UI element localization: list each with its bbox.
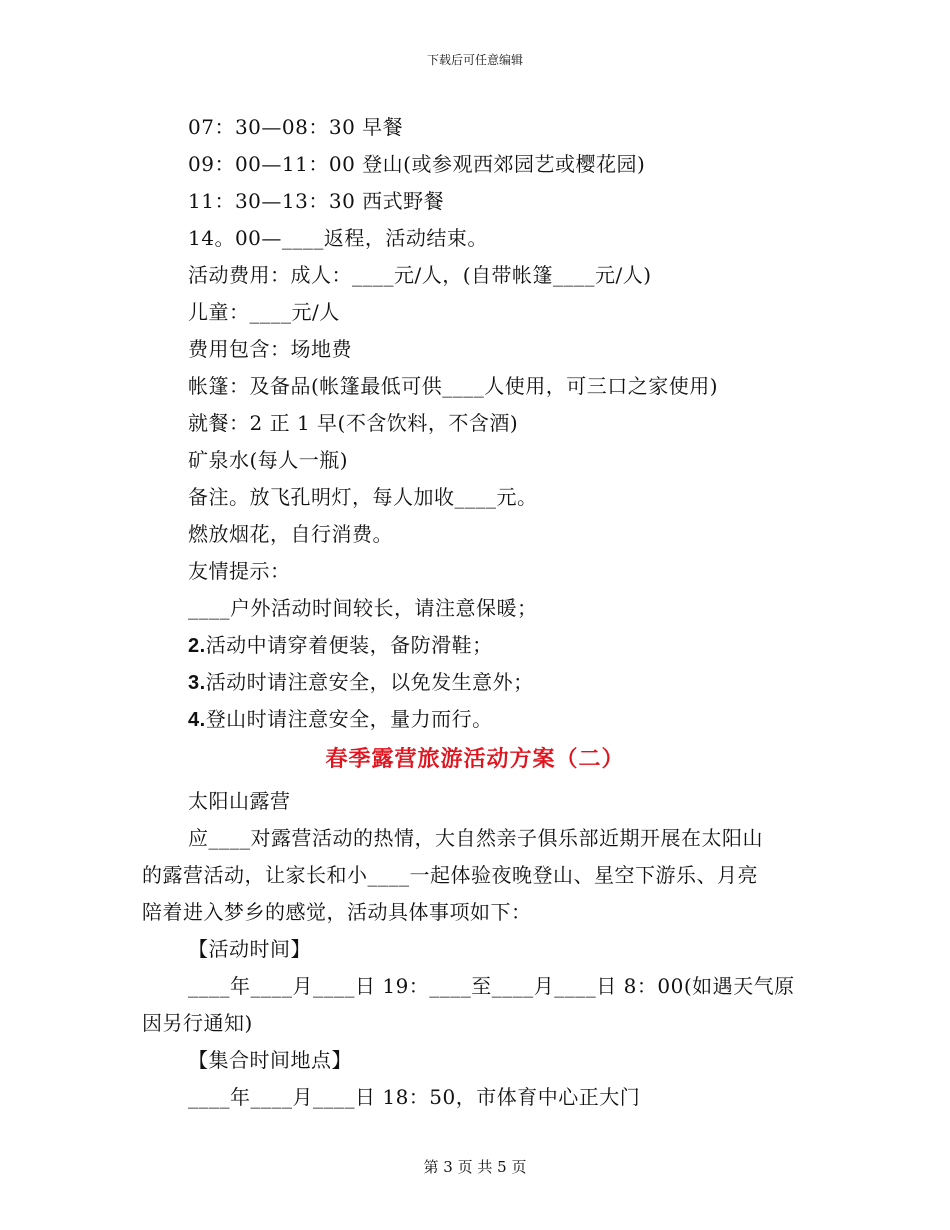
- fee-meal: 就餐：2 正 1 早(不含饮料，不含酒): [188, 411, 519, 435]
- fee-water: 矿泉水(每人一瓶): [188, 448, 349, 472]
- fee-adult: 活动费用：成人：____元/人，(自带帐篷____元/人): [188, 263, 652, 287]
- schedule-picnic: 11：30—13：30 西式野餐: [188, 189, 445, 213]
- activity-time-line-1: ____年____月____日 19：____至____月____日 8：00(如遇天气原: [188, 974, 795, 998]
- tip-item-4-number: 4.: [188, 709, 206, 731]
- activity-time-heading: 【活动时间】: [188, 937, 311, 961]
- meeting-place-line-1: ____年____月____日 18：50，市体育中心正大门: [188, 1085, 641, 1109]
- tip-item-4: [188, 706, 493, 733]
- meeting-place-heading: 【集合时间地点】: [188, 1048, 352, 1072]
- tip-item-4-text: 登山时请注意安全，量力而行。: [205, 707, 493, 731]
- tip-item-2-number: 2.: [188, 635, 206, 657]
- schedule-breakfast: 07：30—08：30 早餐: [188, 115, 404, 139]
- activity-time-line-2: 因另行通知): [142, 1011, 253, 1035]
- schedule-return: 14。00—____返程，活动结束。: [188, 226, 488, 250]
- tip-item-2-text: 活动中请穿着便装，备防滑鞋；: [205, 633, 493, 657]
- tip-item-2: [188, 632, 493, 659]
- intro-line-3: 陪着进入梦乡的感觉，活动具体事项如下：: [142, 900, 532, 924]
- section-subtitle: 太阳山露营: [188, 789, 291, 813]
- tip-item-1: ____户外活动时间较长，请注意保暖；: [188, 596, 538, 620]
- tip-item-3-number: 3.: [188, 672, 206, 694]
- fee-include: 费用包含：场地费: [188, 337, 352, 361]
- fee-child: 儿童：____元/人: [188, 300, 340, 324]
- fee-tent: 帐篷：及备品(帐篷最低可供____人使用，可三口之家使用): [188, 374, 719, 398]
- tips-heading: 友情提示：: [188, 559, 291, 583]
- tip-item-3-text: 活动时请注意安全，以免发生意外；: [205, 670, 534, 694]
- section-title: 春季露营旅游活动方案（二）: [325, 746, 625, 772]
- intro-line-2: 的露营活动，让家长和小____一起体验夜晚登山、星空下游乐、月亮: [142, 863, 758, 887]
- note-lantern: 备注。放飞孔明灯，每人加收____元。: [188, 485, 538, 509]
- intro-line-1: 应____对露营活动的热情，大自然亲子俱乐部近期开展在太阳山: [188, 826, 763, 850]
- page-header: 下载后可任意编辑: [426, 53, 523, 67]
- page-footer: 第 3 页 共 5 页: [423, 1158, 527, 1176]
- note-fireworks: 燃放烟花，自行消费。: [188, 522, 393, 546]
- tip-item-3: [188, 669, 534, 696]
- schedule-hiking: 09：00—11：00 登山(或参观西郊园艺或樱花园): [188, 152, 646, 176]
